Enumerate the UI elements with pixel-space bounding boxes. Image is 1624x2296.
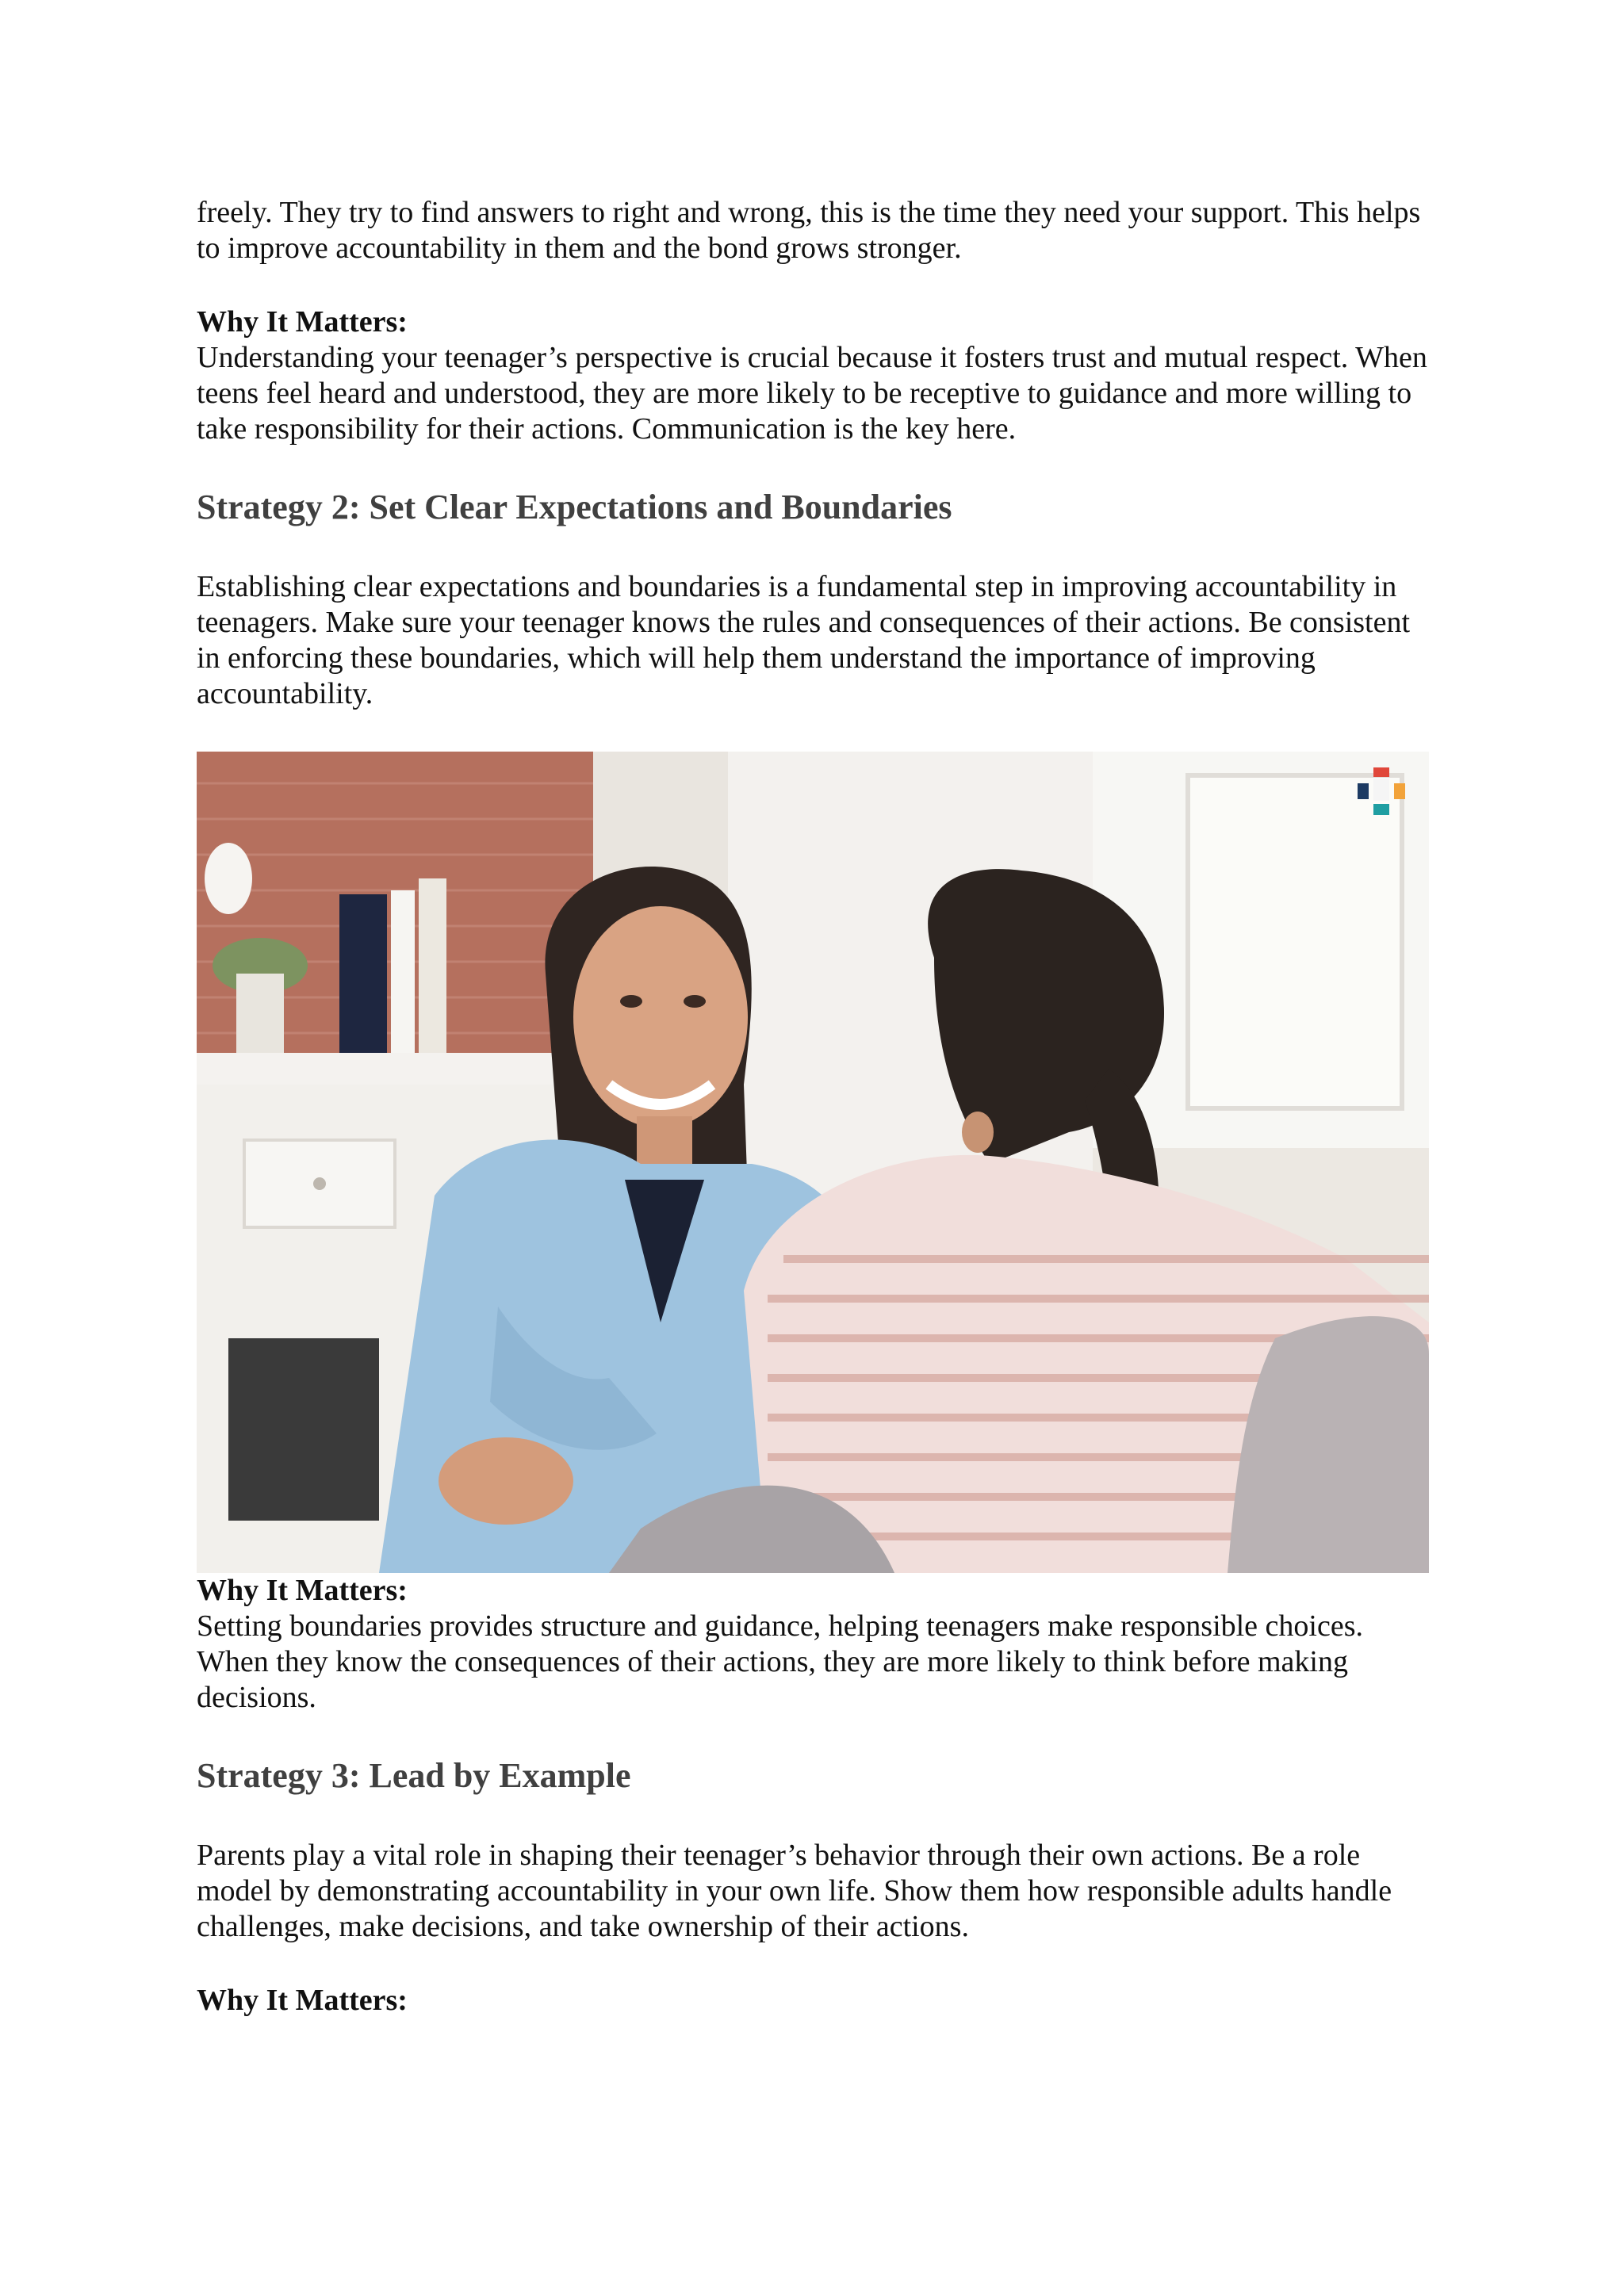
intro-paragraph: freely. They try to find answers to right and wrong, this is the time they need your support. This helps to improve accountability in them and the bond grows stronger. xyxy=(197,196,1421,265)
strategy-2-heading: Strategy 2: Set Clear Expectations and Boundaries xyxy=(197,488,952,526)
conversation-photo xyxy=(197,752,1429,1573)
strategy-3-heading: Strategy 3: Lead by Example xyxy=(197,1756,631,1795)
strategy-3-paragraph: Parents play a vital role in shaping their teenager’s behavior through their own actions. Be a role model by demonstrating accountability in your own life. Show them how responsible adults handle challenges, make decisions, and take ownership of their actions. xyxy=(197,1839,1392,1943)
document-page xyxy=(197,195,1434,2019)
why-it-matters-heading-3: Why It Matters: xyxy=(197,1984,408,2017)
why-it-matters-heading-2: Why It Matters: xyxy=(197,1574,408,1607)
strategy-2-paragraph: Establishing clear expectations and boundaries is a fundamental step in improving accountability in teenagers. Make sure your teenager knows the rules and consequences of their actions. Be consistent in enforcing these boundaries, which will help them understand the importance of improving accountability. xyxy=(197,570,1411,710)
why-it-matters-paragraph-2: Setting boundaries provides structure and guidance, helping teenagers make responsible choices. When they know the consequences of their actions, they are more likely to think before making decisions. xyxy=(197,1609,1363,1714)
why-it-matters-paragraph-1: Understanding your teenager’s perspective is crucial because it fosters trust and mutual respect. When teens feel heard and understood, they are more likely to be receptive to guidance and more willing to take responsibility for their actions. Communication is the key here. xyxy=(197,341,1427,446)
cross-logo-icon xyxy=(1350,760,1413,823)
why-it-matters-heading-1: Why It Matters: xyxy=(197,305,408,339)
